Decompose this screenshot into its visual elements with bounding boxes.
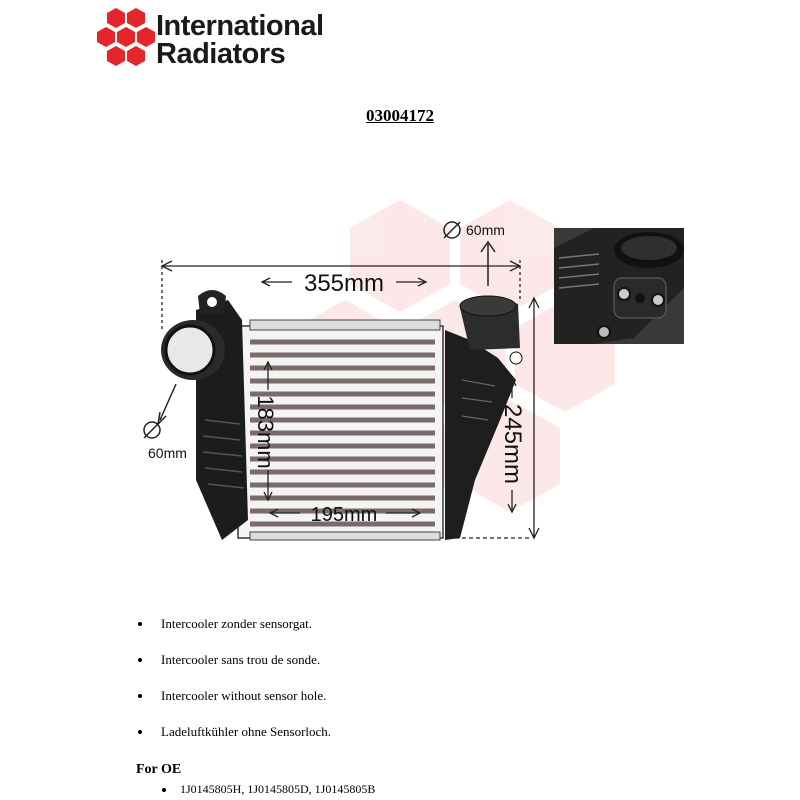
description-fr: Intercooler sans trou de sonde. [136,648,736,684]
brand-logo [94,6,394,70]
brand-name-line2: Radiators [156,38,286,70]
description-list [136,612,736,756]
description-de: Ladeluftkühler ohne Sensorloch. [136,720,736,756]
oe-number-list [160,782,375,797]
dimension-core-width-label: 195mm [310,504,378,526]
description-nl: Intercooler zonder sensorgat. [136,612,736,648]
dimension-core-height-label: 183mm [253,395,278,469]
dimension-width-label: 355mm [303,270,385,297]
dimension-outlet-diameter-label: 60mm [466,222,505,238]
dimension-inlet-diameter-label: 60mm [148,445,187,461]
hexagon-cluster-logo-icon [94,6,158,70]
part-number: 03004172 [366,106,434,125]
oe-title: For OE [136,762,182,777]
brand-name-line1: International [156,10,324,42]
description-en: Intercooler without sensor hole. [136,684,736,720]
oe-numbers: 1J0145805H, 1J0145805D, 1J0145805B [160,782,375,797]
dimension-height-label: 245mm [499,403,526,485]
outlet-detail-photo [554,228,684,344]
